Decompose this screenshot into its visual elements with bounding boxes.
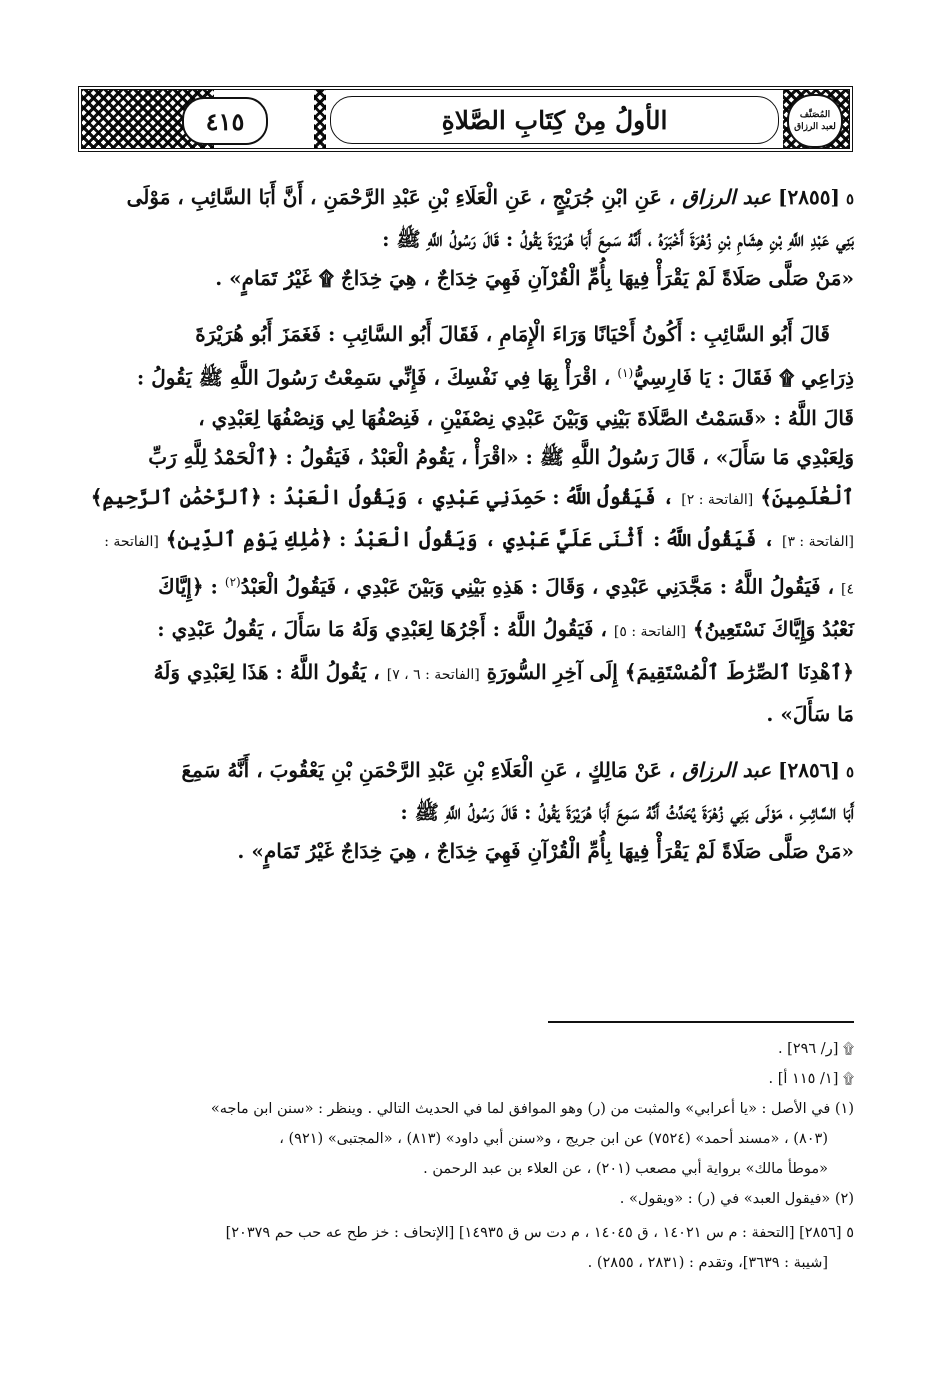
header-ornament-middle xyxy=(314,90,326,148)
text-segment: ، فَيَقُولُ اللَّهُ : أَجْرُهَا لِعَبْدِي وَلَهُ مَا سَأَلَ ، يَقُولُ عَبْدِي : xyxy=(157,617,607,642)
verse-reference: [الفاتحة : ٦ ، ٧] xyxy=(386,666,480,683)
book-logo xyxy=(787,94,843,148)
narrator-name: عبد الرزاق xyxy=(682,185,772,209)
hadith-2856-line-2: أَبَا السَّائِبِ ، مَوْلَى بَنِي زُهْرَةَ يُحَدِّثُ أَنَّهُ سَمِعَ أَبَا هُرَيْرَةَ يَقُولُ : قَالَ رَسُولُ اللَّهِ ﷺ : xyxy=(400,799,854,824)
verse-reference: [الفاتحة : xyxy=(104,534,159,551)
hadith-2855-line-2: بَنِي عَبْدِ اللَّهِ بْنِ هِشَامِ بْنِ زُهْرَةَ أَخْبَرَهُ ، أَنَّهُ سَمِعَ أَبَا هُرَيْرَةَ يَقُولُ : قَالَ رَسُولُ اللَّهِ ﷺ : xyxy=(382,226,854,251)
footnote-1-line-2: (٨٠٣) ، «مسند أحمد» (٧٥٢٤) عن ابن جريج ، و«سنن أبي داود» (٨١٣) ، «المجتبى» (٩٢١) ، xyxy=(279,1131,828,1147)
text-segment: ، اقْرَأْ بِهَا فِي نَفْسِكَ ، فَإِنِّي سَمِعْتُ رَسُولَ اللَّهِ ﷺ يَقُولُ : xyxy=(136,366,611,391)
page-number: ٤١٥ xyxy=(205,106,245,136)
footnote-2: (٢) «فيقول العبد» في (ر) : «ويقول» . xyxy=(619,1191,854,1207)
text-segment: : ﴿إِيَّاكَ xyxy=(158,574,218,599)
hadith-2855-para2-line-8 xyxy=(78,610,854,653)
footnote-ref-1[interactable]: (١) xyxy=(617,366,634,381)
text-segment: ، فَيَقُولُ اللَّهُ : حَمِدَنِي عَبْدِي ، وَيَقُولُ الْعَبْدُ : ﴿ٱلرَّحْمَٰنِ ٱلرَّحِيمِ﴾ xyxy=(90,484,675,509)
hadith-number: [٢٨٥٦] xyxy=(778,758,840,783)
isnad-text: ، عَنِ ابْنِ جُرَيْجٍ ، عَنِ الْعَلَاءِ بْنِ عَبْدِ الرَّحْمَنِ ، أَنَّ أَبَا السَّائِبِ ، مَوْلَى xyxy=(126,185,676,209)
hadith-2855-line-1 xyxy=(78,178,854,220)
text-segment: ، يَقُولُ اللَّهُ : هَذَا لِعَبْدِي وَلَهُ xyxy=(153,659,380,684)
text-segment: ، فَيَقُولُ اللَّهُ : مَجَّدَنِي عَبْدِي ، وَقَالَ : هَذِهِ بَيْنِي وَبَيْنَ عَبْدِي ، فَيَقُولُ الْعَبْدُ xyxy=(240,574,835,599)
takhrij-line-1: ٥ [٢٨٥٦] [التحفة : م س ١٤٠٢١ ، ق ١٤٠٤٥ ، م دت س ق ١٤٩٣٥] [الإتحاف : خز طح عه حب حم ٢٠٣٧٩] xyxy=(225,1225,854,1241)
footnotes xyxy=(78,1034,854,1278)
hadith-2855-para2-line-1: قَالَ أَبُو السَّائِبِ : أَكُونُ أَحْيَانًا وَرَاءَ الْإِمَامِ ، فَقَالَ أَبُو السَّائِبِ : فَغَمَزَ أَبُو هُرَيْرَةَ xyxy=(195,321,830,346)
running-title-band xyxy=(330,96,779,144)
footnote-1-line-1: (١) في الأصل : «يا أعرابي» والمثبت من (ر) وهو الموافق لما في الحديث التالي . وينظر : «سنن ابن ماجه» xyxy=(210,1101,854,1117)
hadith-2855-para2-line-2 xyxy=(78,354,854,398)
footnote-ref-2[interactable]: (٢) xyxy=(224,575,241,589)
hadith-2856-line-3: «مَنْ صَلَّى صَلَاةً لَمْ يَقْرَأْ فِيهَا بِأُمِّ الْقُرْآنِ فَهِيَ خِدَاجٌ ، هِيَ خِدَاجٌ غَيْرُ تَمَامٍ» . xyxy=(237,839,854,864)
verse-reference: [الفاتحة : ٣] xyxy=(781,534,854,551)
hadith-2855-para2-line-9 xyxy=(78,653,854,696)
hadith-2855-para2-line-4: وَلِعَبْدِي مَا سَأَلَ» ، قَالَ رَسُولُ اللَّهِ ﷺ : «اقْرَأْ ، يَقُومُ الْعَبْدُ ، فَيَقُولُ : ﴿ٱلْحَمْدُ لِلَّهِ رَبِّ xyxy=(148,445,854,470)
hadith-2855-para2-line-7 xyxy=(78,563,854,610)
hadith-2855-para2-line-6 xyxy=(78,520,854,563)
footnote-1-line-3: «موطأ مالك» برواية أبي مصعب (٢٠١) ، عن العلاء بن عبد الرحمن . xyxy=(423,1161,828,1177)
quran-verse: نَعْبُدُ وَإِيَّاكَ نَسْتَعِينُ﴾ xyxy=(692,617,854,642)
hadith-2855-line-3: «مَنْ صَلَّى صَلَاةً لَمْ يَقْرَأْ فِيهَا بِأُمِّ الْقُرْآنِ فَهِيَ خِدَاجٌ ، هِيَ خِدَاجٌ ۩ غَيْرُ تَمَامٍ» . xyxy=(215,266,854,291)
isnad-text: ، عَنْ مَالِكٍ ، عَنِ الْعَلَاءِ بْنِ عَبْدِ الرَّحْمَنِ بْنِ يَعْقُوبَ ، أَنَّهُ سَمِعَ xyxy=(181,758,676,783)
logo-line-1: المُصَنَّف xyxy=(799,110,831,120)
logo-line-2: لعبد الرزاق xyxy=(794,122,836,132)
main-text xyxy=(78,178,854,872)
text-segment: ذِرَاعِي ۩ فَقَالَ : يَا فَارِسِيُّ xyxy=(633,366,854,391)
hadith-2855-para2-line-3: قَالَ اللَّهُ : «قَسَمْتُ الصَّلَاةَ بَيْنِي وَبَيْنَ عَبْدِي نِصْفَيْنِ ، فَنِصْفُهَا لِي وَنِصْفُهَا لِعَبْدِي ، xyxy=(198,405,854,430)
running-title: الأولُ مِنْ كِتَابِ الصَّلاةِ xyxy=(441,105,668,135)
folio-marker-2: ۩ [١/ ١١٥ أ] . xyxy=(768,1071,854,1087)
page-header xyxy=(78,86,853,152)
verse-reference: [الفاتحة : ٢] xyxy=(681,491,754,508)
hadith-marker: ٥ xyxy=(845,763,854,782)
text-segment: ، فَيَقُولُ اللَّهُ : أَثْنَى عَلَيَّ عَبْدِي ، وَيَقُولُ الْعَبْدُ : ﴿مَٰلِكِ يَوْمِ ٱلدِّينِ﴾ xyxy=(165,527,775,552)
hadith-2855-para2-line-5 xyxy=(78,478,854,521)
hadith-2856-line-1 xyxy=(78,751,854,793)
footnote-separator xyxy=(548,1021,854,1023)
verse-reference: ٤] xyxy=(841,581,854,598)
page-number-badge xyxy=(182,97,268,145)
hadith-marker: ٥ xyxy=(845,190,854,208)
quran-verse: ٱلْعَٰلَمِينَ﴾ xyxy=(760,484,854,509)
hadith-2855-para2-line-10: مَا سَأَلَ» . xyxy=(766,702,854,727)
folio-marker-1: ۩ [ر/ ٢٩٦] . xyxy=(777,1041,854,1057)
takhrij-line-2: [شيبة : ٣٦٣٩]، وتقدم : (٢٨٣١ ، ٢٨٥٥) . xyxy=(587,1255,828,1271)
narrator-name: عبد الرزاق xyxy=(682,758,772,783)
hadith-number: [٢٨٥٥] xyxy=(778,185,840,209)
verse-reference: [الفاتحة : ٥] xyxy=(613,624,686,641)
quran-verse: ﴿ٱهْدِنَا ٱلصِّرَٰطَ ٱلْمُسْتَقِيمَ﴾ إِلَى آخِرِ السُّورَةِ xyxy=(486,659,854,684)
